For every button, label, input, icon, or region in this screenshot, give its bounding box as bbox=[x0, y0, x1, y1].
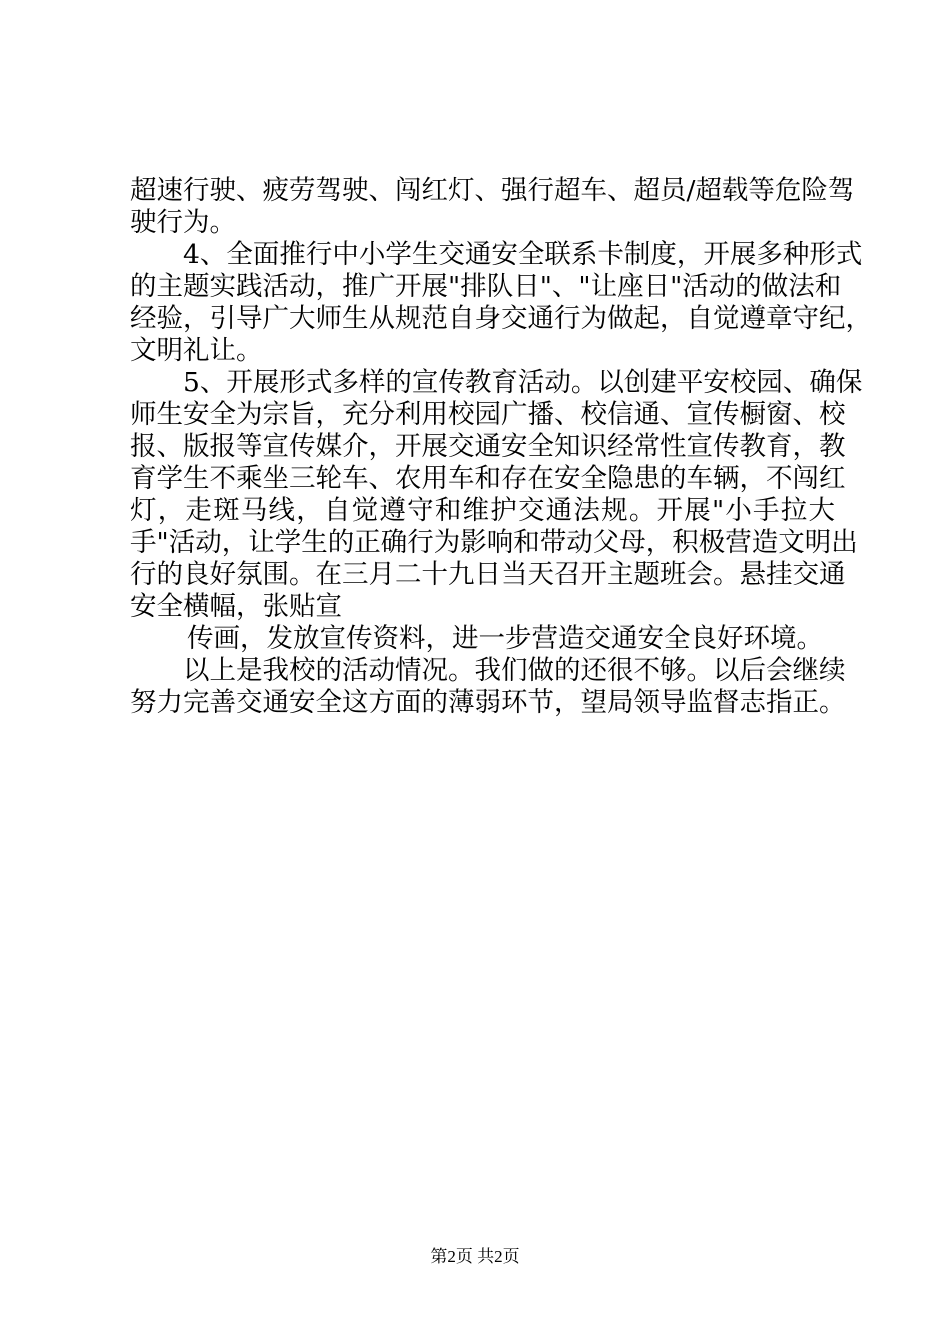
text-line: 文明礼让。 bbox=[130, 335, 263, 366]
text-line: 传画，发放宣传资料，进一步营造交通安全良好环境。 bbox=[187, 623, 823, 654]
text-line: 以上是我校的活动情况。我们做的还很不够。以后会继续 bbox=[183, 655, 846, 686]
text-line: 的主题实践活动，推广开展"排队日"、"让座日"活动的做法和 bbox=[130, 271, 842, 302]
text-line: 安全横幅，张贴宣 bbox=[130, 591, 342, 622]
text-line: 手"活动，让学生的正确行为影响和带动父母，积极营造文明出 bbox=[130, 527, 858, 558]
text-line: 报、版报等宣传媒介，开展交通安全知识经常性宣传教育，教 bbox=[130, 431, 846, 462]
text-line: 经验，引导广大师生从规范自身交通行为做起，自觉遵章守纪， bbox=[130, 303, 872, 334]
page-number-footer: 第2页 共2页 bbox=[430, 1247, 520, 1266]
text-line: 驶行为。 bbox=[130, 207, 236, 238]
document-body bbox=[130, 175, 872, 719]
text-line: 4、全面推行中小学生交通安全联系卡制度，开展多种形式 bbox=[183, 239, 863, 270]
text-line: 师生安全为宗旨，充分利用校园广播、校信通、宣传橱窗、校 bbox=[130, 399, 846, 430]
text-line: 努力完善交通安全这方面的薄弱环节，望局领导监督志指正。 bbox=[130, 687, 846, 718]
text-line: 行的良好氛围。在三月二十九日当天召开主题班会。悬挂交通 bbox=[130, 559, 846, 590]
text-line: 超速行驶、疲劳驾驶、闯红灯、强行超车、超员/超载等危险驾 bbox=[130, 175, 855, 206]
text-line: 育学生不乘坐三轮车、农用车和存在安全隐患的车辆，不闯红 bbox=[130, 463, 846, 494]
text-line: 5、开展形式多样的宣传教育活动。以创建平安校园、确保 bbox=[183, 367, 863, 398]
text-line: 灯，走斑马线，自觉遵守和维护交通法规。开展"小手拉大 bbox=[130, 495, 835, 526]
